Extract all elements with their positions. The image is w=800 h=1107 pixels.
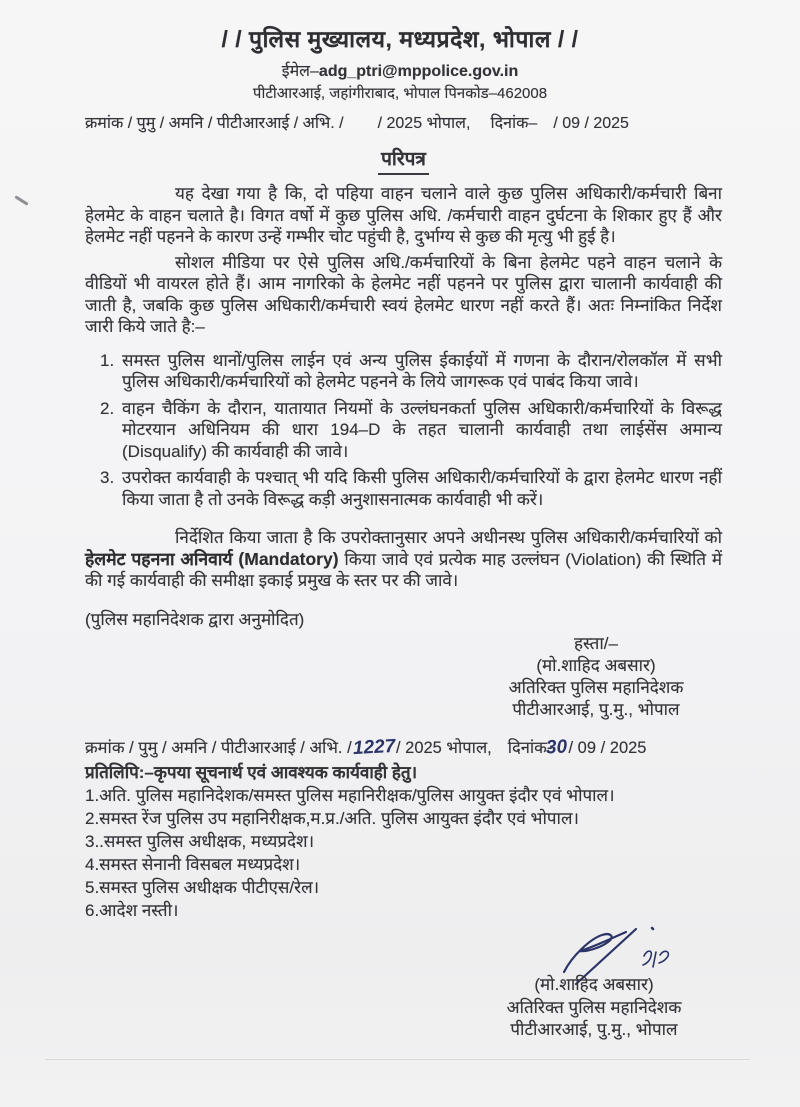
- copies-heading: प्रतिलिपि:–कृपया सूचनार्थ एवं आवश्यक कार्यवाही हेतु।: [85, 762, 418, 782]
- closing-paragraph: [85, 527, 722, 592]
- handwritten-dispatch-number: 1227: [352, 735, 396, 759]
- approved-by-note: (पुलिस महानिदेशक द्वारा अनुमोदित): [85, 609, 305, 629]
- ref2-year: / 2025 भोपाल,: [395, 738, 492, 757]
- copies-list: [85, 784, 722, 922]
- directive-item-3: [85, 467, 722, 510]
- directive-text: उपरोक्त कार्यवाही के पश्चात् भी यदि किसी पुलिस अधिकारी/कर्मचारियों के द्वारा हेलमेट धारण नहीं किया जाता है तो उनके विरूद्ध कड़ी अनुशासनात्मक कार्यवाही भी करें।: [122, 468, 722, 509]
- signatory-designation: अतिरिक्त पुलिस महानिदेशक: [506, 997, 682, 1017]
- copy-item-4: 4.समस्त सेनानी विसबल मध्यप्रदेश।: [85, 854, 301, 874]
- subject-heading: परिपत्र: [378, 145, 429, 175]
- ref2-date-label: दिनांक-: [507, 738, 553, 757]
- copy-item-3: 3..समस्त पुलिस अधीक्षक, मध्यप्रदेश।: [85, 831, 315, 851]
- directive-number: 1.: [100, 350, 115, 370]
- directive-text: समस्त पुलिस थानों/पुलिस लाईन एवं अन्य पुलिस ईकाईयों में गणना के दौरान/रोलकॉल में सभी पुलिस अधिकारी/कर्मचारियों को हेलमेट पहनने के लिये जागरूक एवं पाबंद किया जावे।: [122, 350, 722, 391]
- ref2-prefix: क्रमांक / पुमु / अमनि / पीटीआरआई / अभि. /: [85, 738, 352, 757]
- ref-year: / 2025 भोपाल,: [377, 115, 471, 132]
- scan-artifact-mark: [14, 195, 28, 205]
- copy-item-1: 1.अति. पुलिस महानिदेशक/समस्त पुलिस महानिरीक्षक/पुलिस आयुक्त इंदौर एवं भोपाल।: [85, 785, 615, 805]
- directives-list: [85, 350, 722, 511]
- page-title: / / पुलिस मुख्यालय, मध्यप्रदेश, भोपाल / /: [221, 26, 579, 52]
- signatory-office: पीटीआरआई, पु.मु., भोपाल: [510, 1020, 678, 1039]
- directive-number: 3.: [100, 468, 115, 487]
- directive-item-1: [85, 350, 722, 393]
- signatory-name: (मो.शाहिद अबसार): [536, 655, 656, 675]
- closing-text-end: किया जावे एवं प्रत्येक माह उल्लंघन (Violation) की स्थिति में की गई कार्यवाही की समीक्षा इकाई प्रमुख के स्तर पर की जावे।: [85, 549, 722, 590]
- signatory-name: (मो.शाहिद अबसार): [534, 975, 654, 994]
- dispatch-reference-line: [85, 735, 722, 759]
- ref-date-label: दिनांक–: [490, 115, 538, 132]
- reference-number-line: [85, 111, 722, 133]
- signed-abbrev: हस्ता/–: [574, 633, 618, 653]
- copy-item-5: 5.समस्त पुलिस अधीक्षक पीटीएस/रेल।: [85, 877, 320, 897]
- directive-item-2: [85, 398, 722, 463]
- closing-text: निर्देशित किया जाता है कि उपरोक्तानुसार अपने अधीनस्थ पुलिस अधिकारी/कर्मचारियों को: [175, 528, 722, 547]
- scan-fold-line: [45, 1059, 750, 1060]
- ref2-date-suffix: / 09 / 2025: [568, 738, 647, 757]
- paragraph-1: यह देखा गया है कि, दो पहिया वाहन चलाने वाले कुछ पुलिस अधिकारी/कर्मचारी बिना हेलमेट के वाहन चलाते है। विगत वर्षो में कुछ पुलिस अधि. /कर्मचारी वाहन दुर्घटना के शिकार हुए हैं और हेलमेट नहीं पहनने के कारण उन्हें गम्भीर चोट पहुंची है, दुर्भाग्य से कुछ की मृत्यु भी हुई है।: [85, 184, 722, 246]
- paragraph-2: सोशल मीडिया पर ऐसे पुलिस अधि./कर्मचारियों के बिना हेलमेट पहने वाहन चलाने के वीडियों भी वायरल होते हैं। आम नागरिको के हेलमेट नहीं पहनने पर पुलिस द्वारा चालानी कार्यवाही की जाती है, जबकि कुछ पुलिस अधिकारी/कर्मचारी स्वयं हेलमेट धारण नहीं करते हैं। अतः निम्नांकित निर्देश जारी किये जाते है:–: [85, 252, 722, 336]
- signatory-office: पीटीआरआई, पु.मु., भोपाल: [512, 699, 680, 719]
- signature-block-bottom: [460, 926, 728, 1042]
- copy-item-6: 6.आदेश नस्ती।: [85, 900, 179, 920]
- email-address: adg_ptri@mppolice.gov.in: [318, 63, 519, 80]
- header-address: पीटीआरआई, जहांगीराबाद, भोपाल पिनकोड–462008: [252, 85, 548, 102]
- subject-heading-wrap: [85, 145, 722, 175]
- header-email-line: [0, 59, 800, 81]
- email-label: ईमेल–: [281, 63, 319, 80]
- signature-block-top: [470, 633, 722, 721]
- signatory-designation: अतिरिक्त पुलिस महानिदेशक: [508, 677, 684, 697]
- copy-item-2: 2.समस्त रेंज पुलिस उप महानिरीक्षक,म.प्र./अति. पुलिस आयुक्त इंदौर एवं भोपाल।: [85, 808, 579, 828]
- directive-number: 2.: [100, 398, 115, 418]
- ref-prefix: क्रमांक / पुमु / अमनि / पीटीआरआई / अभि. /: [85, 115, 344, 132]
- handwritten-dispatch-day: 30: [545, 735, 569, 759]
- directive-text: वाहन चैकिंग के दौरान, यातायात नियमों के उल्लंघनकर्ता पुलिस अधिकारी/कर्मचारियों के विरूद्ध मोटरयान अधिनियम की धारा 194–D के तहत चालानी कार्यवाही तथा लाईसेंस अमान्य (Disqualify) की कार्यवाही की जावे।: [122, 398, 722, 461]
- ref-date-suffix: / 09 / 2025: [553, 115, 629, 132]
- closing-bold-mandatory: हेलमेट पहनना अनिवार्य (Mandatory): [85, 548, 339, 569]
